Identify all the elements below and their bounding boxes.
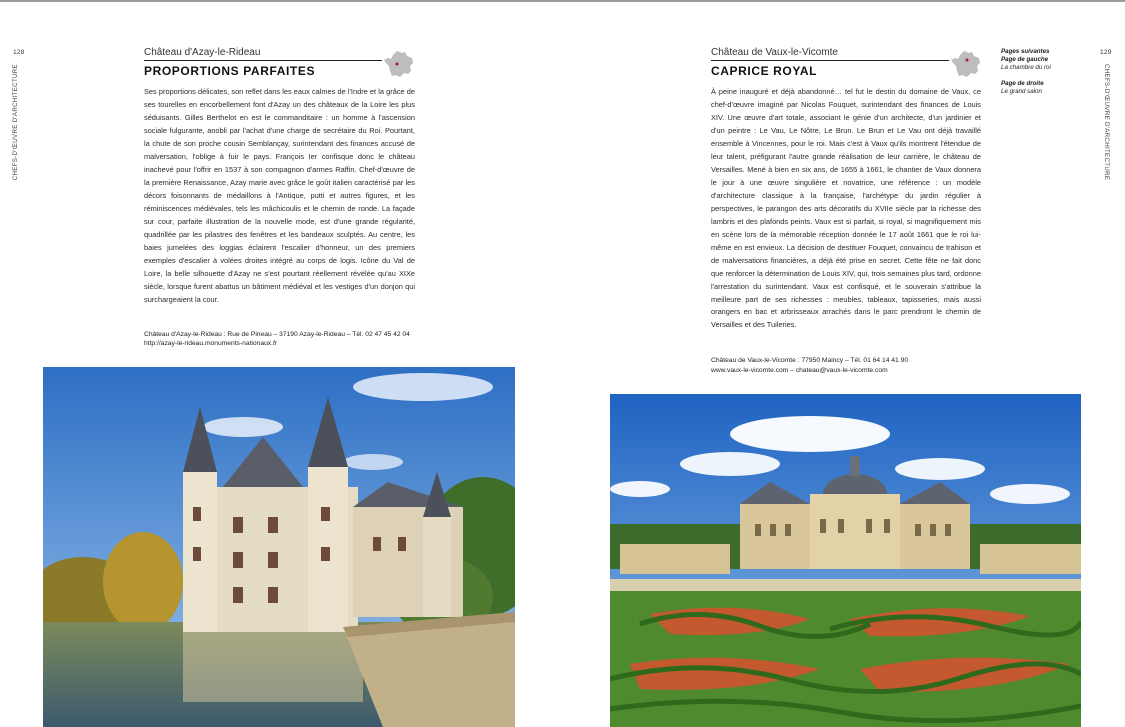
vaux-le-vicomte-photo — [610, 394, 1081, 727]
right-title: CAPRICE ROYAL — [711, 64, 818, 78]
sidebar-caption-chambre: La chambre du roi — [1001, 64, 1051, 71]
right-running-head: CHEFS-D'ŒUVRE D'ARCHITECTURE — [1103, 64, 1110, 181]
location-dot-icon — [396, 63, 399, 66]
left-title: PROPORTIONS PARFAITES — [144, 64, 316, 78]
left-eyebrow: Château d'Azay-le-Rideau — [144, 47, 261, 58]
france-map-icon-right — [950, 50, 982, 80]
right-title-rule — [711, 60, 949, 61]
left-body-text — [144, 86, 415, 324]
sidebar-caption-salon: Le grand salon — [1001, 88, 1042, 95]
top-border-line — [0, 0, 1125, 2]
right-address-links[interactable]: www.vaux-le-vicomte.com – chateau@vaux-le-vicomte.com — [711, 367, 888, 374]
france-map-icon — [383, 50, 415, 80]
sidebar-heading-right-page: Page de droite — [1001, 80, 1044, 87]
left-title-rule — [144, 60, 382, 61]
right-sidebar — [1001, 48, 1051, 96]
left-address-link[interactable]: http://azay-le-rideau.monuments-nationaux.fr — [144, 340, 278, 347]
right-body-paragraph: À peine inauguré et déjà abandonné… tel fut le destin du domaine de Vaux, ce chef-d'œuvre imaginé par Nicolas Fouquet, surintendant des finances de Louis XIV. Une œuvre d'art totale, associant le génie d'un architecte, d'un jardinier et d'un peintre : Le Vau, Le Nôtre, Le Brun. Le Brun et Le Vau ont déjà travaillé ensemble à Vincennes, pour le roi. Mais c'est à Vaux qu'ils montrent l'étendue de leur talent, préfigurant l'autre grande réalisation de leur carrière, le château de Versailles. Mené à bien en six ans, de 1655 à 1661, le chantier de Vaux donnera le jour à une œuvre singulière et novatrice, une référence : un modèle d'architecture classique à la française, l'archétype du jardin régulier à perspectives, le parangon des arts décoratifs du XVIIe siècle par la richesse des lambris et des plafonds peints. Vaux est si parfait, si royal, si magnifiquement mis en scène lors de la mémorable réception donnée le 17 août 1661 que le roi lui-même en est envieux. La décision de destituer Fouquet, convaincu de trahison et de malversations financières, a déjà été prise en secret. Cette fête ne fait donc que renforcer la détermination de Louis XIV, qui, trois semaines plus tard, ordonne l'arrestation du surintendant. Vaux est confisqué, et le souverain s'attribue la meilleure part de ses richesses : meubles, tableaux, tapisseries, mais aussi orangers en bac et arbrisseaux arrachés dans le parc prendront le chemin de Versailles et des Tuileries. — [711, 87, 981, 330]
azay-le-rideau-photo — [43, 367, 515, 727]
left-running-head: CHEFS-D'ŒUVRE D'ARCHITECTURE — [12, 64, 19, 181]
right-page-number: 129 — [1100, 49, 1112, 56]
right-eyebrow: Château de Vaux-le-Vicomte — [711, 47, 838, 58]
left-body-paragraph: Ses proportions délicates, son reflet dans les eaux calmes de l'Indre et la grâce de ses tourelles en encorbellement font d'Azay un des châteaux de la Loire les plus séduisants. Gilles Berthelot en est le commanditaire : un homme à l'ascension sociale fulgurante, anobli par l'achat d'une charge de secrétaire du Roi. Pourtant, la chute de son proche cousin Semblançay, surintendant des finances accusé de malversation, l'oblige à fuir le pays. François Ier confisque donc le château inachevé pour l'offrir en 1537 à son compagnon d'armes Raffin. Chef-d'œuvre de la première Renaissance, Azay marie avec grâce le goût italien caractérisé par les décors foisonnants de médaillons à l'Antique, putti et autres figures, et les réminiscences médiévales, tels les mâchicoulis et le chemin de ronde. La façade sur cour, parfaite illustration de la nouvelle mode, est d'une grande régularité, quadrillée par les pilastres des fenêtres et les bandeaux sculptés. Au centre, les baies jumelées des loggias éclairent l'escalier d'honneur, un des premiers exemples d'escalier à volées droites intégré au corps de logis. Icône du Val de Loire, la belle silhouette d'Azay ne s'est pourtant réellement révélée qu'au XIXe siècle, lorsque furent abattus un bâtiment médiéval et les vestiges d'un donjon qui surchargeaient la cour. — [144, 87, 415, 304]
right-body-text — [711, 86, 981, 350]
location-dot-icon — [966, 59, 969, 62]
sidebar-heading-left-page: Page de gauche — [1001, 56, 1049, 63]
left-address-line1: Château d'Azay-le-Rideau : Rue de Pineau – 37190 Azay-le-Rideau – Tél. 02 47 45 42 04 — [144, 331, 410, 338]
left-page-number: 128 — [13, 49, 25, 56]
sidebar-heading-next-pages: Pages suivantes — [1001, 48, 1050, 55]
right-address-line1: Château de Vaux-le-Vicomte : 77950 Maincy – Tél. 01 64 14 41 90 — [711, 357, 909, 364]
